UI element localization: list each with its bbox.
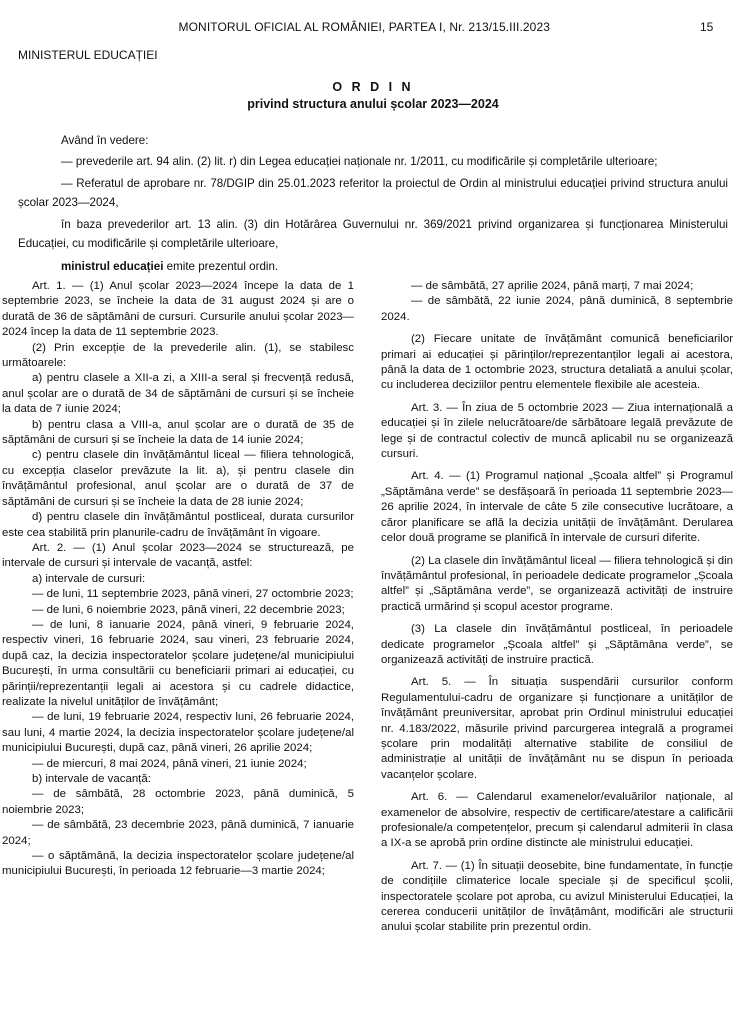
enacting-clause: [18, 260, 728, 273]
article-paragraph: (3) La clasele din învățământul postliceal, în perioadele dedicate programelor „Școala altfel” și „Săptămâna verde”, se organizează activități de instruire practică.: [381, 623, 733, 666]
preamble: [18, 131, 728, 255]
article-paragraph: Art. 2. — (1) Anul școlar 2023—2024 se structurează, pe intervale de cursuri și intervale de vacanță, astfel:: [2, 541, 354, 570]
article-paragraph: — de luni, 11 septembrie 2023, până vineri, 27 octombrie 2023;: [32, 588, 354, 601]
article-paragraph: — de sâmbătă, 22 iunie 2024, până duminică, 8 septembrie 2024.: [381, 295, 733, 323]
document-title: O R D I N: [332, 80, 414, 94]
article-paragraph: — de luni, 19 februarie 2024, respectiv luni, 26 februarie 2024, sau luni, 4 martie 2024, la decizia inspectoratelor școlare județene/al municipiului București, după caz, până vineri, 26 aprilie 2024;: [2, 711, 354, 755]
issuing-ministry: MINISTERUL EDUCAȚIEI: [18, 48, 158, 62]
article-paragraph: Art. 7. — (1) În situații deosebite, bine fundamentate, în funcție de condițiile climaterice locale speciale și de specificul școlii, inspectoratele școlare pot aproba, cu avizul Ministerului Educației, la cererea conducerii unităților de învățământ, modificări ale structurii anului școlar stabilite prin prezentul ordin.: [381, 859, 733, 934]
article-paragraph: Art. 1. — (1) Anul școlar 2023—2024 începe la data de 1 septembrie 2023, se încheie la data de 31 august 2024 și are o durată de 36 de săptămâni de cursuri. Cursurile anului școlar 2023—2024 încep la data de 11 septembrie 2023.: [2, 280, 354, 339]
enacting-authority: ministrul educației: [61, 260, 164, 273]
article-paragraph: — de luni, 8 ianuarie 2024, până vineri, 9 februarie 2024, respectiv vineri, 16 februarie 2024, sau vineri, 23 februarie 2024, după caz, la decizia inspectoratelor școlare județene/al municipiului București, în urma consultării cu beneficiarii primari ai educației, cu părinții/reprezentanții legali ai acestora și cu cadrele didactice, realizate la nivelul unităților de învățământ;: [2, 618, 354, 708]
article-paragraph: d) pentru clasele din învățământul postliceal, durata cursurilor este cea stabilită prin planurile-cadru de învățământ în vigoare.: [2, 511, 354, 539]
enacting-text: emite prezentul ordin.: [163, 260, 279, 273]
article-paragraph: — de sâmbătă, 23 decembrie 2023, până duminică, 7 ianuarie 2024;: [2, 819, 354, 847]
article-paragraph: (2) La clasele din învățământul liceal — filiera tehnologică și din învățământul profesional, în perioadele dedicate programelor „Școala altfel” și „Săptămâna verde”, se organizează activități de instruire practică urmărind și scopul acestor programe.: [381, 554, 733, 613]
article-paragraph: Art. 6. — Calendarul examenelor/evaluărilor naționale, al examenelor de absolvire, respectiv de certificare/atestare a calificării profesionale/a competențelor, precum și calendarul admiterii în clasa a IX-a se aprobă prin ordine distincte ale ministrului educației.: [381, 791, 733, 850]
article-paragraph: (2) Prin excepție de la prevederile alin. (1), se stabilesc următoarele:: [2, 341, 354, 370]
article-paragraph: a) intervale de cursuri:: [32, 572, 146, 585]
article-paragraph: — de miercuri, 8 mai 2024, până vineri, 21 iunie 2024;: [32, 757, 307, 770]
article-paragraph: Art. 3. — În ziua de 5 octombrie 2023 — Ziua internațională a educației și în zilele nelucrătoare/de sărbătoare legală prevăzute de lege și de contractul colectiv de muncă aplicabil nu se organizează cursuri.: [381, 401, 733, 461]
document-subtitle: privind structura anului școlar 2023—2024: [247, 97, 499, 111]
running-head: MONITORUL OFICIAL AL ROMÂNIEI, PARTEA I, Nr. 213/15.III.2023: [178, 20, 550, 34]
article-paragraph: b) pentru clasa a VIII-a, anul școlar are o durată de 35 de săptămâni de cursuri și se încheie la data de 14 iunie 2024;: [2, 418, 354, 447]
article-paragraph: Art. 4. — (1) Programul național „Școala altfel” și Programul „Săptămâna verde” se desfășoară în perioada 11 septembrie 2023—26 aprilie 2024, în intervale de câte 5 zile consecutive lucrătoare, a căror planificare se află la decizia unității de învățământ. Derularea celor două programe se planifică în intervale de cursuri diferite.: [381, 470, 733, 545]
article-paragraph: — de sâmbătă, 27 aprilie 2024, până marți, 7 mai 2024;: [411, 280, 694, 292]
article-paragraph: a) pentru clasele a XII-a zi, a XIII-a seral și frecvență redusă, anul școlar are o durată de 34 de săptămâni de cursuri și se încheie la data de 7 iunie 2024;: [2, 372, 354, 416]
preamble-paragraph: Având în vedere:: [61, 134, 149, 147]
article-paragraph: — de sâmbătă, 28 octombrie 2023, până duminică, 5 noiembrie 2023;: [2, 788, 354, 816]
left-column: [2, 279, 354, 880]
page-number: 15: [700, 20, 714, 34]
preamble-paragraph: — prevederile art. 94 alin. (2) lit. r) din Legea educației naționale nr. 1/2011, cu modificările și completările ulterioare;: [61, 155, 658, 169]
article-paragraph: (2) Fiecare unitate de învățământ comunică beneficiarilor primari ai educației și părinților/reprezentanților legali ai acestora, până la data de 1 octombrie 2023, structura detaliată a anului școlar, cu includerea deciziilor pentru elementele flexibile ale acesteia.: [381, 333, 733, 392]
preamble-paragraph: în baza prevederilor art. 13 alin. (3) din Hotărârea Guvernului nr. 369/2021 privind organizarea și funcționarea Ministerului Educației, cu modificările și completările ulterioare,: [18, 217, 728, 251]
preamble-paragraph: — Referatul de aprobare nr. 78/DGIP din 25.01.2023 referitor la proiectul de Ordin al ministrului educației privind structura anului școlar 2023—2024,: [18, 176, 728, 210]
article-paragraph: c) pentru clasele din învățământul liceal — filiera tehnologică, cu excepția claselor prevăzute la lit. a), și pentru clasele din învățământul profesional, anul școlar are o durată de 37 de săptămâni de cursuri și se încheie la data de 28 iunie 2024;: [2, 449, 354, 508]
right-column: [381, 279, 733, 936]
article-paragraph: — o săptămână, la decizia inspectoratelor școlare județene/al municipiului București, în perioada 12 februarie—3 martie 2024;: [2, 850, 354, 878]
article-paragraph: Art. 5. — În situația suspendării cursurilor conform Regulamentului-cadru de organizare și funcționare a unităților de învățământ preuniversitar, aprobat prin Ordinul ministrului educației nr. 4.183/2022, măsurile privind parcurgerea integrală a programei școlare prin modalități alternative stabilite de consiliul de administrație al unității de învățământ nu se dispun în perioada vacanțelor școlare.: [381, 676, 733, 781]
article-paragraph: b) intervale de vacanță:: [32, 773, 151, 785]
article-paragraph: — de luni, 6 noiembrie 2023, până vineri, 22 decembrie 2023;: [32, 603, 345, 616]
